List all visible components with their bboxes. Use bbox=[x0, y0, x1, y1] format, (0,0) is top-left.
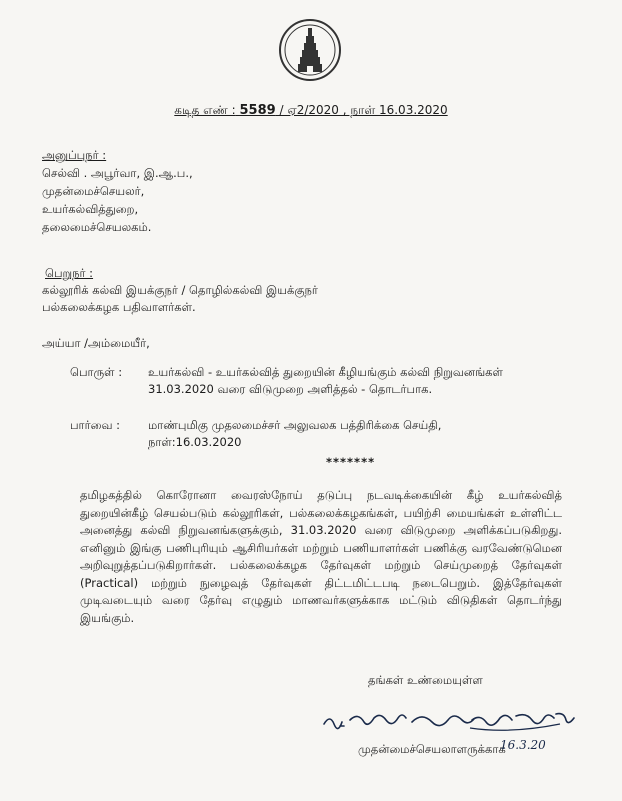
reference-suffix: / ஏ2/2020 , நாள் 16.03.2020 bbox=[279, 103, 448, 117]
body-paragraph: தமிழகத்தில் கொரோனா வைரஸ்நோய் தடுப்பு நடவடிக்கையின் கீழ் உயர்கல்வித் துறையின்கீழ் செயல்படும் கல்லூரிகள், பல்கலைக்கழகங்கள், பயிற்சி மையங்கள் உள்ளிட்ட அனைத்து கல்வி நிறுவனங்களுக்கும், 31.03.2020 வரை விடுமுறை அளிக்கப்படுகிறது. எனினும் இங்கு பணிபுரியும் ஆசிரியர்கள் மற்றும் பணியாளர்கள் பணிக்கு வரவேண்டுமென அறிவுறுத்தப்படுகிறார்கள். பல்கலைக்கழக தேர்வுகள் மற்றும் செய்முறைத் தேர்வுகள் (Practical) மற்றும் நுழைவுத் தேர்வுகள் திட்டமிட்டபடி நடைபெறும். இத்தேர்வுகள் முடிவடையும் வரை தேர்வு எழுதும் மாணவர்களுக்காக மட்டும் விடுதிகள் தொடர்ந்து இயங்கும். bbox=[80, 488, 562, 625]
separator: ******* bbox=[326, 455, 376, 469]
subject-line: உயர்கல்வி - உயர்கல்வித் துறையின் கீழியங்கும் கல்வி நிறுவனங்கள் bbox=[148, 365, 503, 379]
sender-line: செல்வி . அபூர்வா, இ.ஆ.ப., bbox=[42, 166, 193, 180]
recipient-line: கல்லூரிக் கல்வி இயக்குநர் / தொழில்கல்வி இயக்குநர் bbox=[42, 283, 318, 297]
sender-line: முதன்மைச்செயலர், bbox=[42, 184, 145, 198]
reference-prefix: கடித எண் : bbox=[174, 103, 236, 117]
reference-number: 5589 bbox=[239, 103, 276, 118]
reference-line: நாள்:16.03.2020 bbox=[148, 435, 242, 449]
signatory-title: முதன்மைச்செயலாளருக்காக bbox=[358, 742, 506, 756]
salutation: அய்யா /அம்மையீர், bbox=[42, 336, 150, 350]
recipient-heading: பெறுநர் : bbox=[45, 266, 94, 280]
subject-line: 31.03.2020 வரை விடுமுறை அளித்தல் - தொடர்பாக. bbox=[148, 382, 433, 396]
reference-line: மாண்புமிகு முதலமைச்சர் அலுவலக பத்திரிக்கை செய்தி, bbox=[148, 418, 442, 432]
tamil-nadu-govt-emblem-icon bbox=[279, 14, 341, 88]
reference-label: பார்வை : bbox=[70, 418, 120, 432]
sender-line: தலைமைச்செயலகம். bbox=[42, 220, 152, 234]
reference-number-line bbox=[0, 103, 622, 118]
sender-line: உயர்கல்வித்துறை, bbox=[42, 202, 139, 216]
handwritten-signature bbox=[320, 706, 590, 740]
closing: தங்கள் உண்மையுள்ள bbox=[368, 673, 483, 687]
signature-date: 16.3.20 bbox=[500, 738, 546, 752]
recipient-line: பல்கலைக்கழக பதிவாளர்கள். bbox=[42, 300, 196, 314]
sender-heading: அனுப்புநர் : bbox=[42, 148, 107, 162]
subject-label: பொருள் : bbox=[70, 365, 123, 379]
